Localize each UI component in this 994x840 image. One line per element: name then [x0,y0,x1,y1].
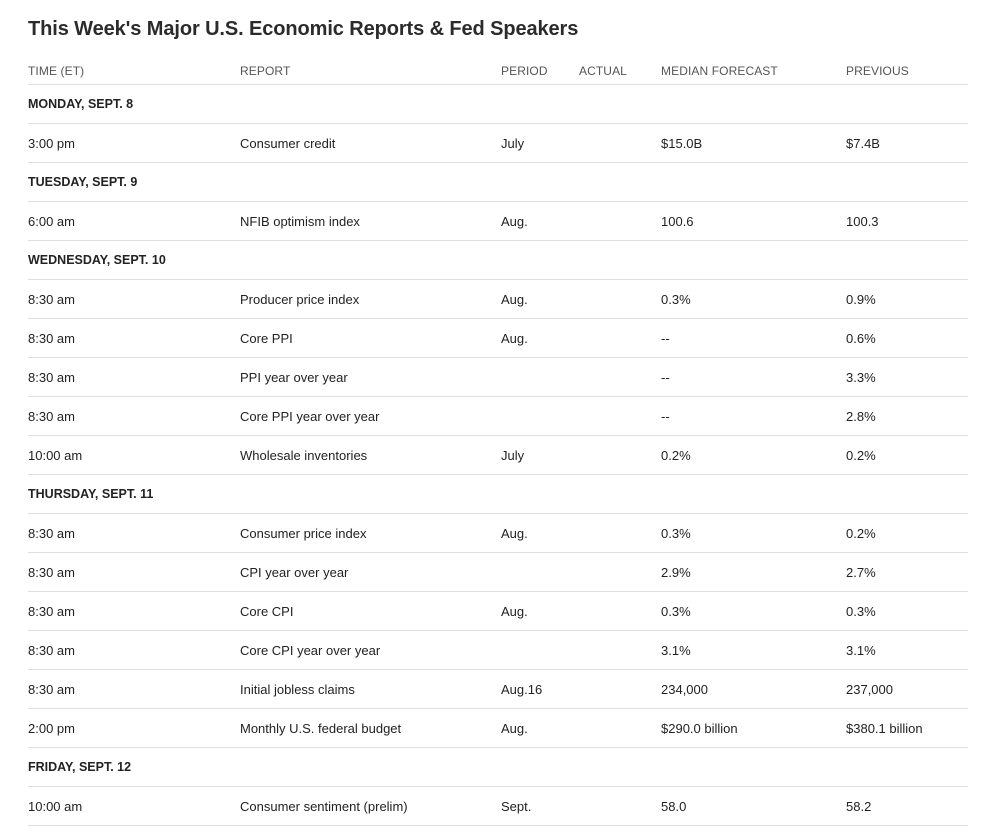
table-row [28,319,968,358]
cell-actual [579,202,661,241]
day-label: FRIDAY, SEPT. 12 [28,748,968,787]
column-header-time: TIME (ET) [28,58,240,85]
cell-time: 8:30 am [28,514,240,553]
cell-actual [579,553,661,592]
table-row [28,709,968,748]
economic-reports-table [28,58,968,826]
cell-previous: 0.2% [846,514,968,553]
cell-previous: 2.7% [846,553,968,592]
day-header-row [28,85,968,124]
cell-period: Aug. [501,280,579,319]
cell-time: 8:30 am [28,280,240,319]
cell-period: Aug. [501,709,579,748]
cell-report: Consumer price index [240,514,501,553]
cell-previous: $380.1 billion [846,709,968,748]
day-label: TUESDAY, SEPT. 9 [28,163,968,202]
cell-actual [579,592,661,631]
economic-calendar [28,0,968,826]
cell-period: Aug. [501,202,579,241]
table-row [28,592,968,631]
table-header [28,58,968,85]
cell-time: 3:00 pm [28,124,240,163]
cell-period: July [501,124,579,163]
cell-report: PPI year over year [240,358,501,397]
table-body [28,85,968,826]
header-row [28,58,968,85]
cell-forecast: 58.0 [661,787,846,826]
cell-forecast: 2.9% [661,553,846,592]
cell-report: Consumer sentiment (prelim) [240,787,501,826]
cell-period: Aug. [501,514,579,553]
cell-time: 10:00 am [28,436,240,475]
cell-forecast: 3.1% [661,631,846,670]
cell-forecast: 0.3% [661,514,846,553]
day-label: MONDAY, SEPT. 8 [28,85,968,124]
cell-report: CPI year over year [240,553,501,592]
column-header-previous: PREVIOUS [846,58,968,85]
day-header-row [28,241,968,280]
cell-previous: 0.6% [846,319,968,358]
cell-actual [579,514,661,553]
cell-report: Producer price index [240,280,501,319]
cell-previous: 100.3 [846,202,968,241]
day-label: THURSDAY, SEPT. 11 [28,475,968,514]
table-row [28,280,968,319]
cell-time: 8:30 am [28,670,240,709]
cell-actual [579,280,661,319]
table-row [28,124,968,163]
table-row [28,202,968,241]
cell-actual [579,670,661,709]
column-header-forecast: MEDIAN FORECAST [661,58,846,85]
cell-forecast: 0.3% [661,592,846,631]
cell-forecast: $290.0 billion [661,709,846,748]
cell-report: Consumer credit [240,124,501,163]
table-row [28,358,968,397]
table-row [28,631,968,670]
cell-report: Core CPI year over year [240,631,501,670]
cell-period: Aug.16 [501,670,579,709]
cell-time: 8:30 am [28,397,240,436]
cell-previous: 237,000 [846,670,968,709]
cell-report: Core PPI year over year [240,397,501,436]
cell-forecast: 100.6 [661,202,846,241]
cell-previous: 58.2 [846,787,968,826]
cell-actual [579,787,661,826]
cell-actual [579,631,661,670]
cell-actual [579,709,661,748]
table-row [28,397,968,436]
cell-forecast: -- [661,358,846,397]
cell-previous: 0.9% [846,280,968,319]
cell-actual [579,436,661,475]
cell-actual [579,319,661,358]
cell-period: Aug. [501,592,579,631]
day-header-row [28,475,968,514]
cell-report: NFIB optimism index [240,202,501,241]
cell-forecast: $15.0B [661,124,846,163]
cell-previous: 3.1% [846,631,968,670]
cell-time: 8:30 am [28,358,240,397]
cell-report: Wholesale inventories [240,436,501,475]
cell-report: Initial jobless claims [240,670,501,709]
cell-forecast: -- [661,319,846,358]
cell-actual [579,124,661,163]
cell-report: Core CPI [240,592,501,631]
cell-previous: $7.4B [846,124,968,163]
column-header-report: REPORT [240,58,501,85]
cell-forecast: -- [661,397,846,436]
cell-period [501,358,579,397]
cell-report: Monthly U.S. federal budget [240,709,501,748]
cell-time: 8:30 am [28,553,240,592]
cell-previous: 3.3% [846,358,968,397]
cell-period [501,397,579,436]
cell-forecast: 0.3% [661,280,846,319]
cell-forecast: 234,000 [661,670,846,709]
day-header-row [28,163,968,202]
cell-time: 8:30 am [28,631,240,670]
table-row [28,436,968,475]
table-row [28,670,968,709]
cell-previous: 0.2% [846,436,968,475]
cell-period: July [501,436,579,475]
cell-period: Sept. [501,787,579,826]
column-header-period: PERIOD [501,58,579,85]
day-label: WEDNESDAY, SEPT. 10 [28,241,968,280]
cell-time: 10:00 am [28,787,240,826]
table-row [28,553,968,592]
cell-forecast: 0.2% [661,436,846,475]
table-row [28,787,968,826]
day-header-row [28,748,968,787]
cell-period [501,631,579,670]
cell-time: 2:00 pm [28,709,240,748]
cell-time: 8:30 am [28,592,240,631]
cell-previous: 2.8% [846,397,968,436]
cell-period: Aug. [501,319,579,358]
cell-actual [579,358,661,397]
cell-time: 6:00 am [28,202,240,241]
column-header-actual: ACTUAL [579,58,661,85]
table-row [28,514,968,553]
cell-time: 8:30 am [28,319,240,358]
page-title: This Week's Major U.S. Economic Reports & Fed Speakers [28,18,579,40]
cell-report: Core PPI [240,319,501,358]
cell-period [501,553,579,592]
cell-previous: 0.3% [846,592,968,631]
cell-actual [579,397,661,436]
